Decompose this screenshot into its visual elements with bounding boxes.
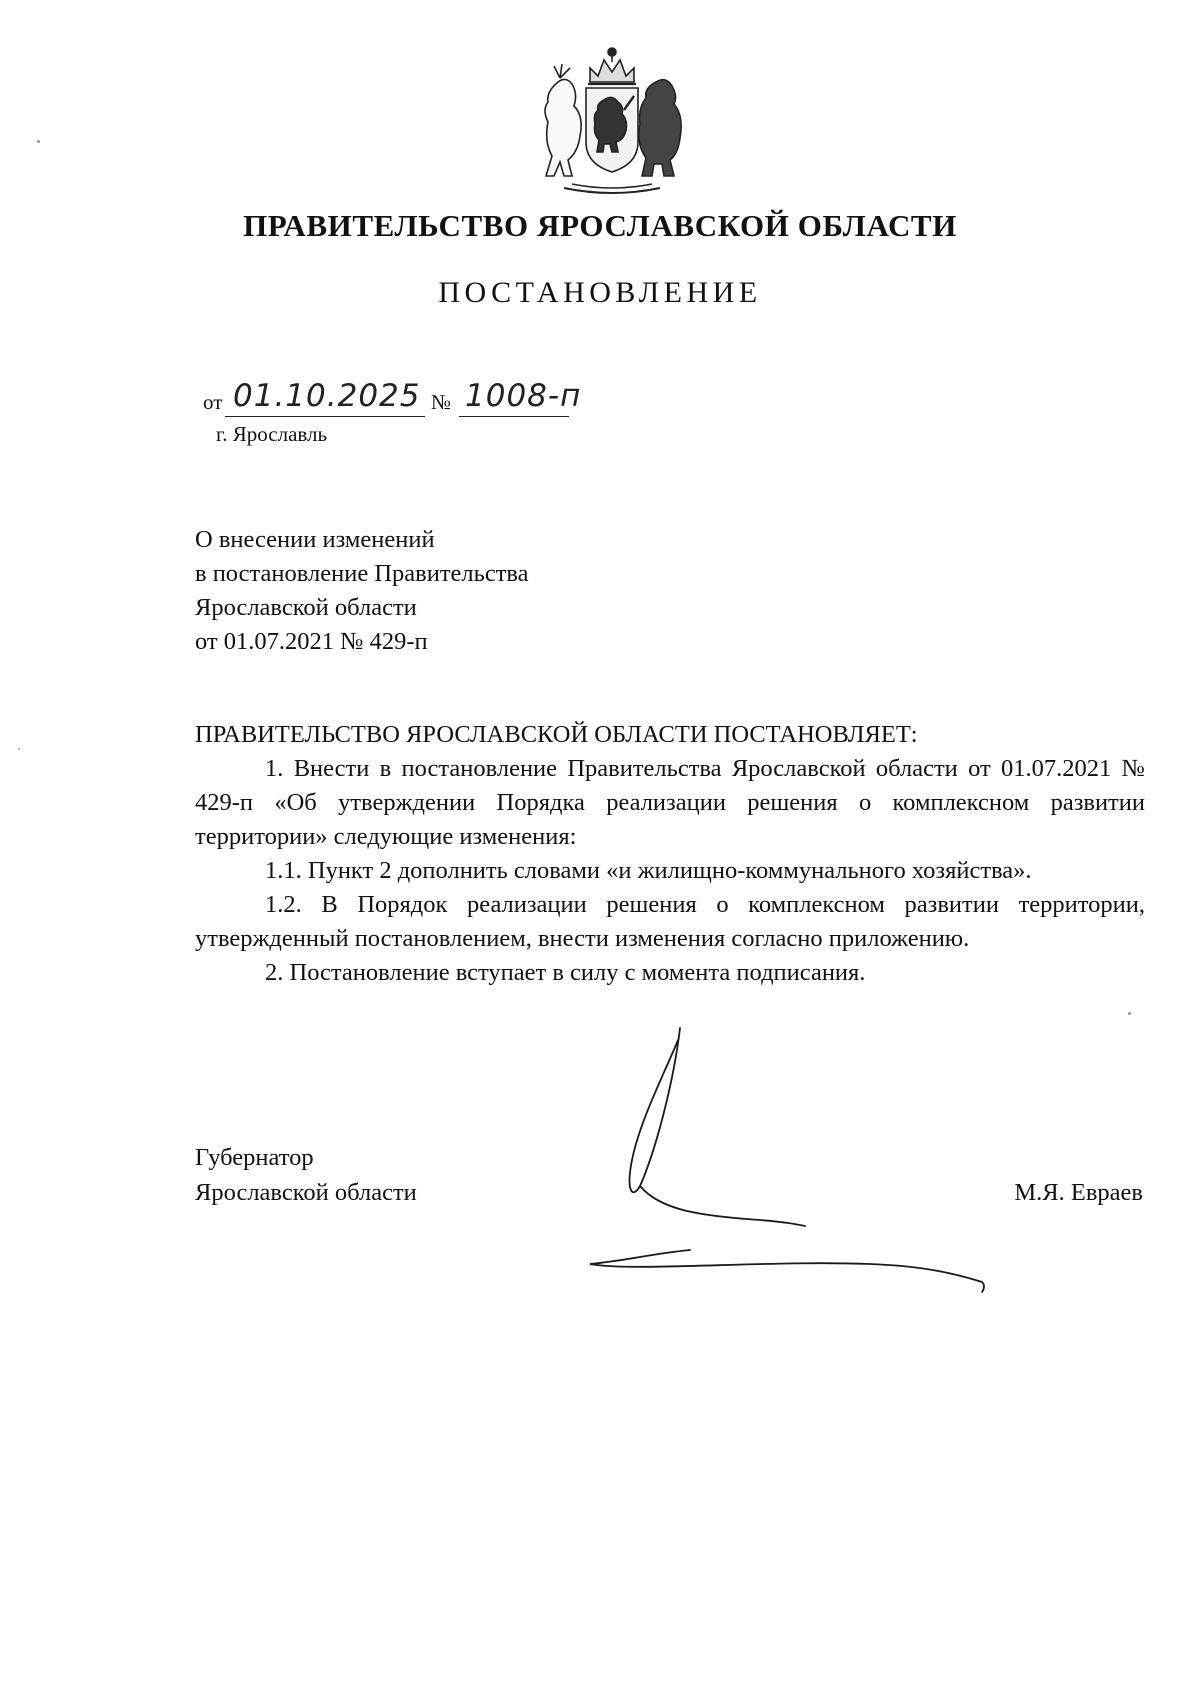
paragraph-1-1: 1.1. Пункт 2 дополнить словами «и жилищно-коммунального хозяйства». (265, 857, 1032, 884)
signer-position (195, 1140, 417, 1210)
signer-position-line: Ярославской области (195, 1179, 417, 1206)
organization-title: ПРАВИТЕЛЬСТВО ЯРОСЛАВСКОЙ ОБЛАСТИ (243, 208, 957, 243)
document-body (195, 718, 1145, 990)
paragraph-2: 2. Постановление вступает в силу с момента подписания. (265, 959, 866, 986)
scan-speck (18, 748, 20, 750)
signer-name: М.Я. Евраев (1014, 1179, 1143, 1206)
document-subject (195, 523, 529, 659)
date-number-line (203, 380, 663, 420)
document-type: ПОСТАНОВЛЕНИЕ (438, 276, 762, 309)
handwritten-signature-icon (570, 1010, 1000, 1310)
scan-speck (37, 140, 40, 143)
subject-line: О внесении изменений (195, 526, 435, 553)
body-heading: ПРАВИТЕЛЬСТВО ЯРОСЛАВСКОЙ ОБЛАСТИ ПОСТАНОВЛЯЕТ: (195, 721, 918, 748)
handwritten-date: 01.10.2025 (233, 378, 421, 414)
number-prefix: № (431, 390, 452, 414)
handwritten-number: 1008-п (465, 378, 582, 414)
coat-of-arms-icon (538, 38, 686, 198)
paragraph-1: 1. Внести в постановление Правительства Ярославской области от 01.07.2021 № 429-п «Об утверждении Порядка реализации решения о комплексном развитии территории» следующие изменения: (195, 755, 1145, 850)
subject-line: от 01.07.2021 № 429-п (195, 628, 428, 655)
city: г. Ярославль (216, 422, 328, 446)
subject-line: в постановление Правительства (195, 560, 529, 587)
date-prefix: от (203, 390, 223, 414)
signer-position-line: Губернатор (195, 1144, 314, 1171)
paragraph-1-2: 1.2. В Порядок реализации решения о комплексном развитии территории, утвержденный постановлением, внести изменения согласно приложению. (195, 891, 1145, 952)
scan-speck (1128, 1012, 1131, 1015)
subject-line: Ярославской области (195, 594, 417, 621)
